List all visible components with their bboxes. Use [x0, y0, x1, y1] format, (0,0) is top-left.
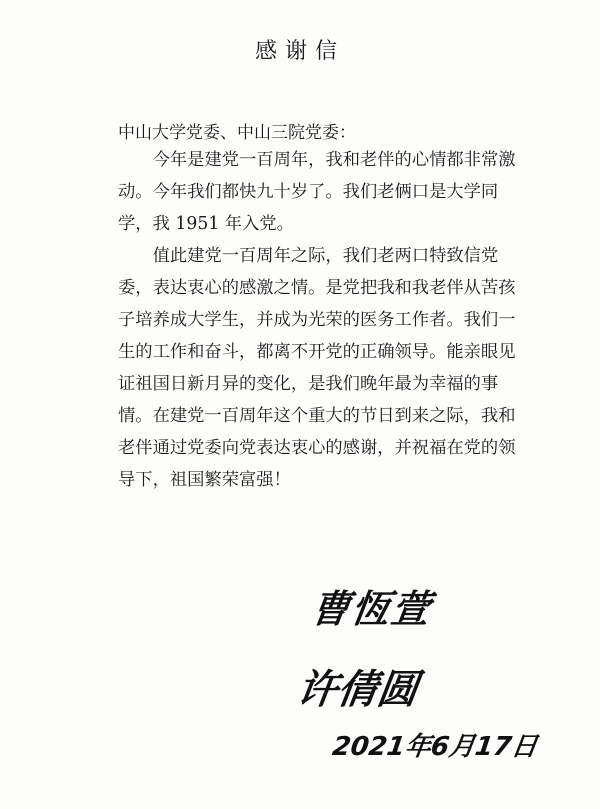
letter-paragraph-1: 今年是建党一百周年，我和老伴的心情都非常激动。今年我们都快九十岁了。我们老俩口是大学同学，我 1951 年入党。 — [118, 150, 516, 234]
signature-2: 许倩圆 — [294, 666, 421, 713]
letter-salutation: 中山大学党委、中山三院党委： — [118, 123, 356, 143]
signature-1: 曹恆萱 — [308, 586, 435, 631]
signature-date: 2021年6月17日 — [330, 732, 540, 762]
letter-paragraph-2: 值此建党一百周年之际，我们老两口特致信党委，表达衷心的感激之情。是党把我和我老伴从苦孩子培养成大学生，并成为光荣的医务工作者。我们一生的工作和奋斗，都离不开党的正确领导。能亲眼见证祖国日新月异的变化，是我们晚年最为幸福的事情。在建党一百周年这个重大的节日到来之际，我和老伴通过党委向党表达衷心的感谢，并祝福在党的领导下，祖国繁荣富强！ — [118, 246, 516, 490]
letter-title: 感谢信 — [254, 39, 345, 64]
